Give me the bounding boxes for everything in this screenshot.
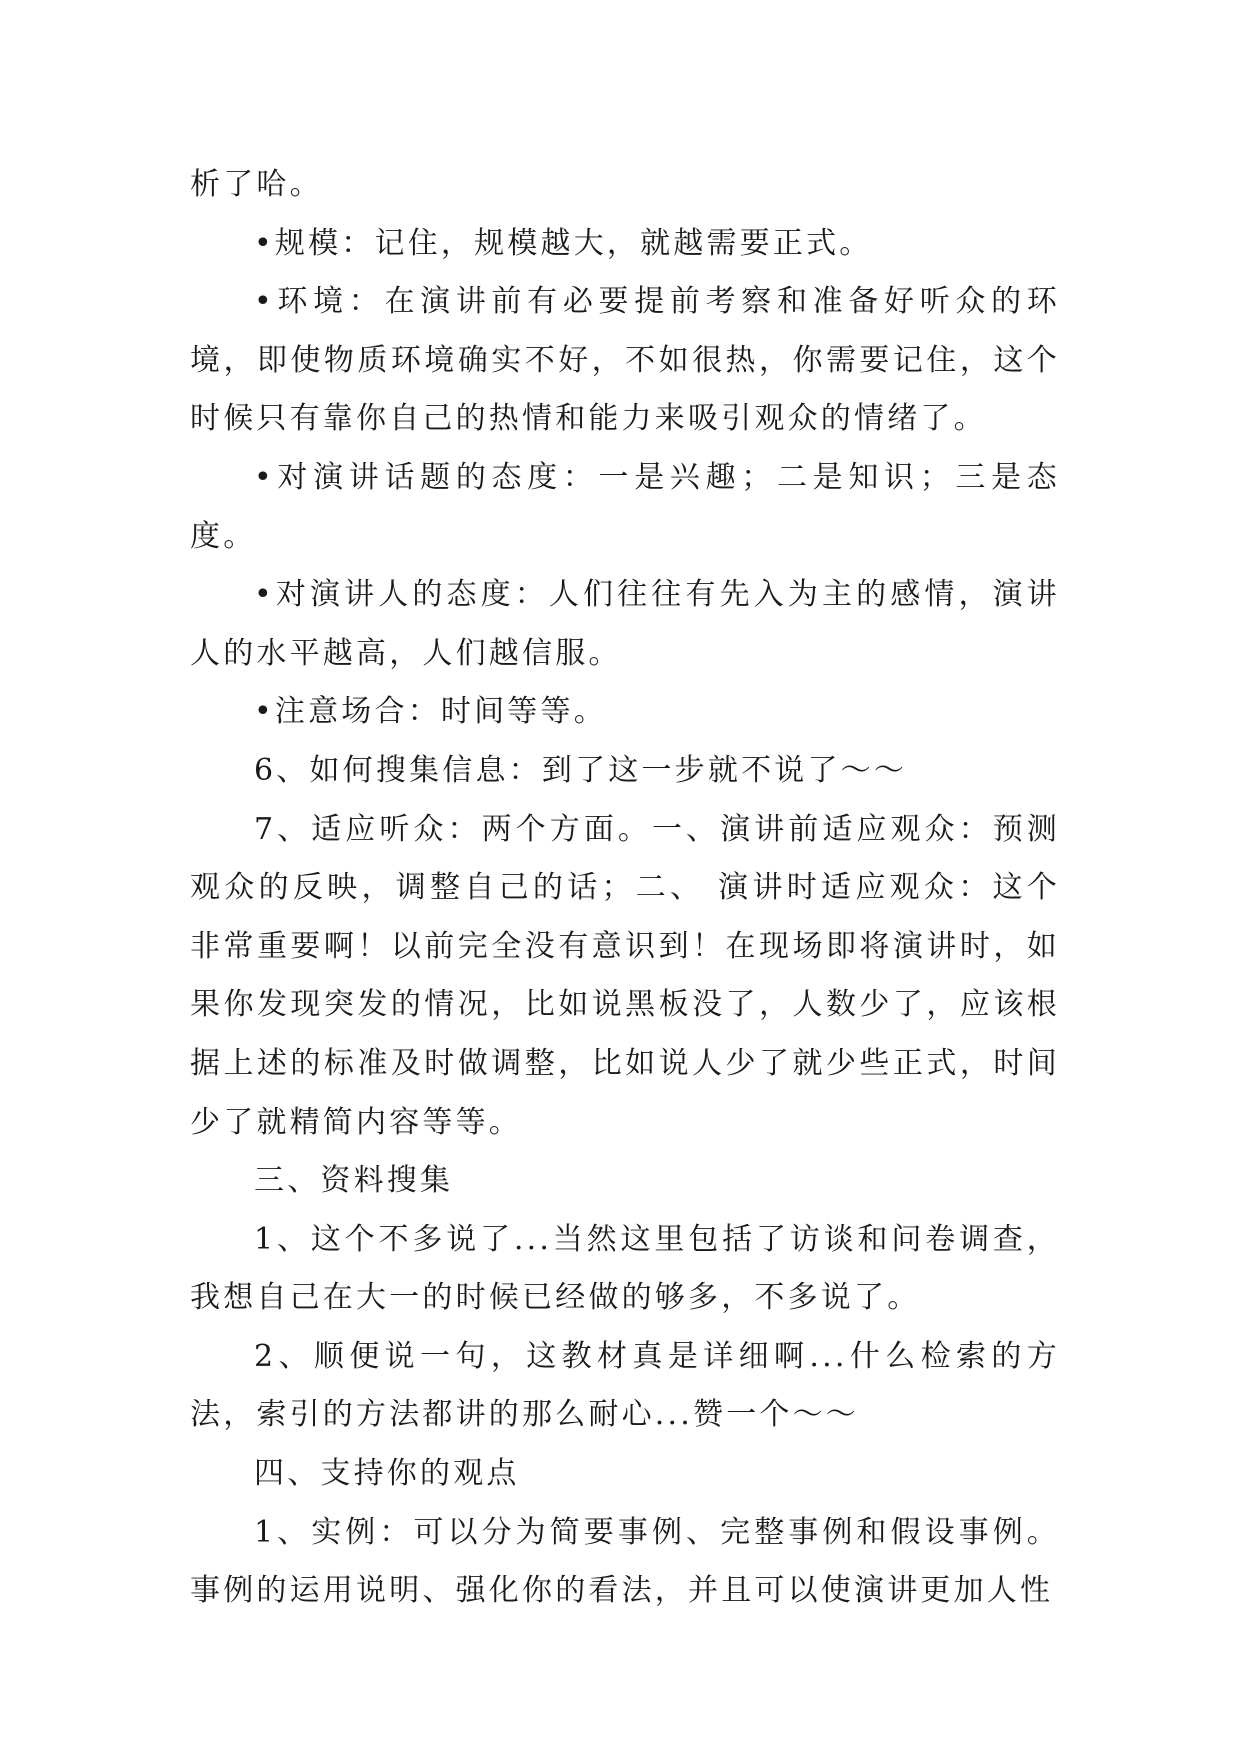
paragraph: •规模：记住，规模越大，就越需要正式。 bbox=[254, 225, 873, 261]
paragraph: 6、如何搜集信息：到了这一步就不说了～～ bbox=[254, 752, 908, 788]
paragraph: 1、这个不多说了...当然这里包括了访谈和问卷调查，我想自己在大一的时候已经做的够多，不多说了。 bbox=[190, 1221, 1060, 1316]
paragraph: 析了哈。 bbox=[190, 167, 323, 202]
paragraph: 三、资料搜集 bbox=[254, 1163, 454, 1199]
paragraph: 四、支持你的观点 bbox=[254, 1456, 520, 1492]
paragraph: 7、适应听众：两个方面。一、演讲前适应观众：预测观众的反映，调整自己的话；二、 演讲时适应观众：这个非常重要啊！以前完全没有意识到！在现场即将演讲时，如果你发现突发的情况，比如说黑板没了，人数少了，应该根据上述的标准及时做调整，比如说人少了就少些正式，时间少了就精简内容等等。 bbox=[190, 811, 1060, 1140]
paragraph: 1、实例：可以分为简要事例、完整事例和假设事例。事例的运用说明、强化你的看法，并且可以使演讲更加人性 bbox=[190, 1514, 1060, 1609]
paragraph: •对演讲话题的态度：一是兴趣；二是知识；三是态度。 bbox=[190, 459, 1060, 554]
document-body bbox=[190, 156, 1060, 1621]
paragraph: •注意场合：时间等等。 bbox=[254, 694, 607, 730]
paragraph: 2、顺便说一句，这教材真是详细啊...什么检索的方法，索引的方法都讲的那么耐心...赞一个～～ bbox=[190, 1338, 1060, 1433]
paragraph: •环境：在演讲前有必要提前考察和准备好听众的环境，即使物质环境确实不好，不如很热，你需要记住，这个时候只有靠你自己的热情和能力来吸引观众的情绪了。 bbox=[190, 284, 1060, 437]
paragraph: •对演讲人的态度：人们往往有先入为主的感情，演讲人的水平越高，人们越信服。 bbox=[190, 577, 1060, 671]
